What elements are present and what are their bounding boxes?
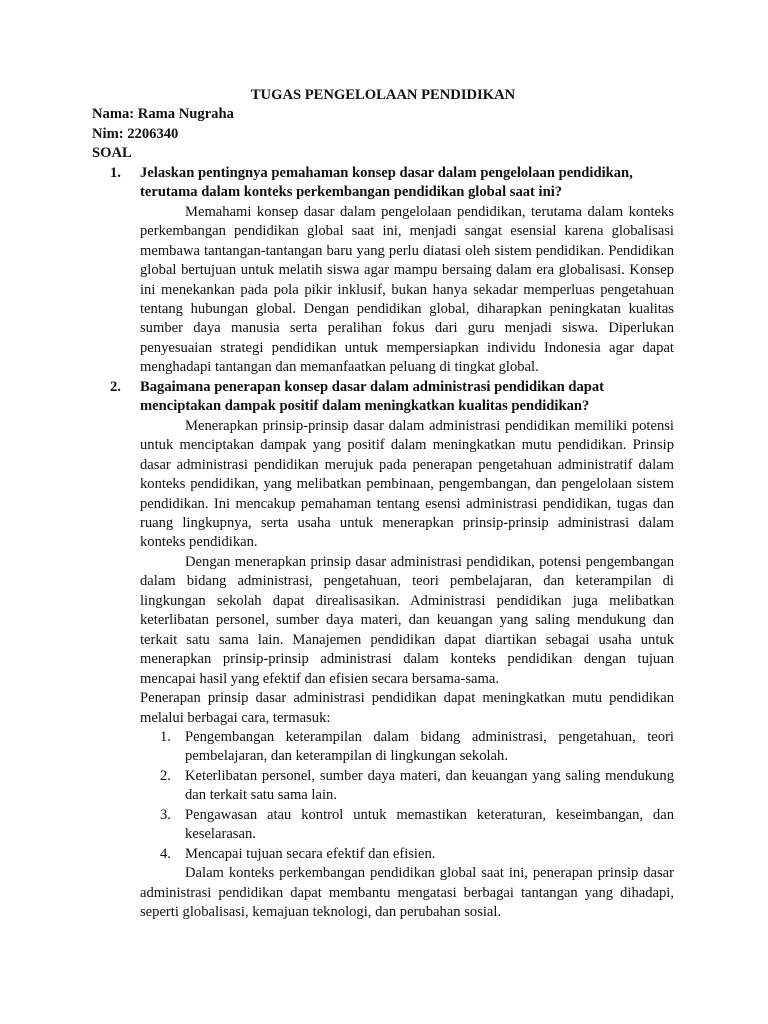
list-item [160,845,674,864]
answer-1 [140,203,674,378]
list-item-number: 4. [160,845,171,862]
question-2 [92,378,674,417]
list-item-number: 2. [160,767,171,784]
answer-lead-in: Penerapan prinsip dasar administrasi pendidikan dapat meningkatkan mutu pendidikan melalui berbagai cara, termasuk: [140,690,674,726]
answer-2 [140,417,674,923]
list-item [160,806,674,845]
student-nim: Nim: 2206340 [92,125,179,142]
list-item-text: Pengembangan keterampilan dalam bidang administrasi, pengetahuan, teori pembelajaran, dan keterampilan di lingkungan sekolah. [185,728,674,765]
question-number: 1. [110,164,121,181]
document-title: TUGAS PENGELOLAAN PENDIDIKAN [250,87,516,103]
list-item-text: Mencapai tujuan secara efektif dan efisien. [185,845,436,862]
answer-paragraph: Dengan menerapkan prinsip dasar administrasi pendidikan, potensi pengembangan dalam bidang administrasi, pengetahuan, teori pembelajaran, dan keterampilan di lingkungan sekolah dapat direalisasikan. Administrasi pendidikan juga melibatkan keterlibatan personel, sumber daya materi, dan keuangan yang saling mendukung dan terkait satu sama lain. Manajemen pendidikan dapat diartikan sebagai usaha untuk menerapkan prinsip-prinsip administrasi dalam konteks pendidikan dengan tujuan mencapai hasil yang efektif dan efisien secara bersama-sama. [140,553,674,687]
question-text: Bagaimana penerapan konsep dasar dalam administrasi pendidikan dapat menciptakan dampak positif dalam meningkatkan kualitas pendidikan? [140,378,605,415]
question-1 [92,164,674,203]
answer-paragraph: Memahami konsep dasar dalam pengelolaan pendidikan, terutama dalam konteks perkembangan pendidikan global saat ini, menjadi sangat esensial karena globalisasi membawa tantangan-tantangan baru yang perlu diatasi oleh sistem pendidikan. Pendidikan global bertujuan untuk melatih siswa agar mampu bersaing dalam era globalisasi. Konsep ini menekankan pada pola pikir inklusif, bukan hanya sekadar memperluas pengetahuan tentang hubungan global. Dengan pendidikan global, diharapkan peningkatan kualitas sumber daya manusia serta peralihan fokus dari guru menjadi siswa. Diperlukan penyesuaian strategi pendidikan untuk mempersiapkan individu Indonesia agar dapat menghadapi tantangan dan memanfaatkan peluang di tingkat global. [140,203,674,376]
document-page [92,86,674,922]
list-item-number: 3. [160,806,171,823]
question-text: Jelaskan pentingnya pemahaman konsep dasar dalam pengelolaan pendidikan, terutama dalam konteks perkembangan pendidikan global saat ini? [140,164,633,201]
list-item-text: Keterlibatan personel, sumber daya materi, dan keuangan yang saling mendukung dan terkait satu sama lain. [185,767,674,804]
answer-paragraph: Menerapkan prinsip-prinsip dasar dalam administrasi pendidikan memiliki potensi untuk menciptakan dampak yang positif dalam meningkatkan mutu pendidikan. Prinsip dasar administrasi pendidikan merujuk pada penerapan pengetahuan administratif dalam konteks pendidikan, yang melibatkan pembinaan, pengembangan, dan pengelolaan sistem pendidikan. Ini mencakup pemahaman tentang esensi administrasi pendidikan, tugas dan ruang lingkupnya, serta usaha untuk menerapkan prinsip-prinsip administrasi dalam konteks pendidikan. [140,417,674,551]
section-heading: SOAL [92,145,132,162]
answer-closing: Dalam konteks perkembangan pendidikan global saat ini, penerapan prinsip dasar administrasi pendidikan dapat membantu mengatasi berbagai tantangan yang dihadapi, seperti globalisasi, kemajuan teknologi, dan perubahan sosial. [140,865,674,921]
list-item [160,728,674,767]
student-name: Nama: Rama Nugraha [92,106,234,123]
points-list [160,728,674,864]
question-number: 2. [110,378,121,395]
list-item-number: 1. [160,728,171,745]
list-item-text: Pengawasan atau kontrol untuk memastikan keteraturan, keseimbangan, dan keselarasan. [185,806,674,843]
list-item [160,767,674,806]
